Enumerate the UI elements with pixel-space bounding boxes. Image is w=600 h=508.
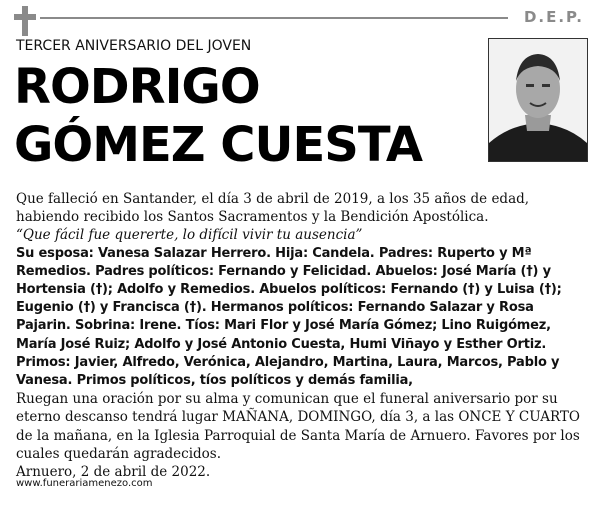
name-line-first: RODRIGO [14,59,260,115]
obituary-body [16,190,586,481]
cross-icon [14,6,36,36]
family-list: Su esposa: Vanesa Salazar Herrero. Hija: Candela. Padres: Ruperto y Mª Remedios. Padres políticos: Fernando y Felicidad. Abuelos: José María (†) y Hortensia (†); Adolfo y Remedios. Abuelos políticos: Fernando (†) y Luisa (†); Eugenio (†) y Francisca (†). Hermanos políticos: Fernando Salazar y Rosa Pajarin. Sobrina: Irene. Tíos: Mari Flor y José María Gómez; Lino Ruigómez, María José Ruiz; Adolfo y José Antonio Cuesta, Humi Viñayo y Esther Ortiz. Primos: Javier, Alfredo, Verónica, Alejandro, Martina, Laura, Marcos, Pablo y Vanesa. Primos políticos, tíos políticos y demás familia, [16,245,562,389]
anniversary-subtitle: TERCER ANIVERSARIO DEL JOVEN [16,38,252,54]
memorial-quote: “Que fácil fue quererte, lo difícil vivir tu ausencia” [16,227,363,244]
header-divider [40,17,508,19]
death-details: Que falleció en Santander, el día 3 de abril de 2019, a los 35 años de edad, habiendo recibido los Santos Sacramentos y la Bendición Apostólica. [16,191,530,226]
place-date: Arnuero, 2 de abril de 2022. [16,464,211,481]
portrait-photo [488,38,588,162]
dep-label: D.E.P. [523,8,584,26]
deceased-name [14,58,474,174]
funeral-home-website: www.funerariamenezo.com [16,478,153,489]
funeral-announcement: Ruegan una oración por su alma y comunican que el funeral aniversario por su eterno descanso tendrá lugar MAÑANA, DOMINGO, día 3, a las ONCE Y CUARTO de la mañana, en la Iglesia Parroquial de Santa María de Arnuero. Favores por los cuales quedarán agradecidos. [16,391,580,462]
name-line-surnames: GÓMEZ CUESTA [14,117,422,173]
